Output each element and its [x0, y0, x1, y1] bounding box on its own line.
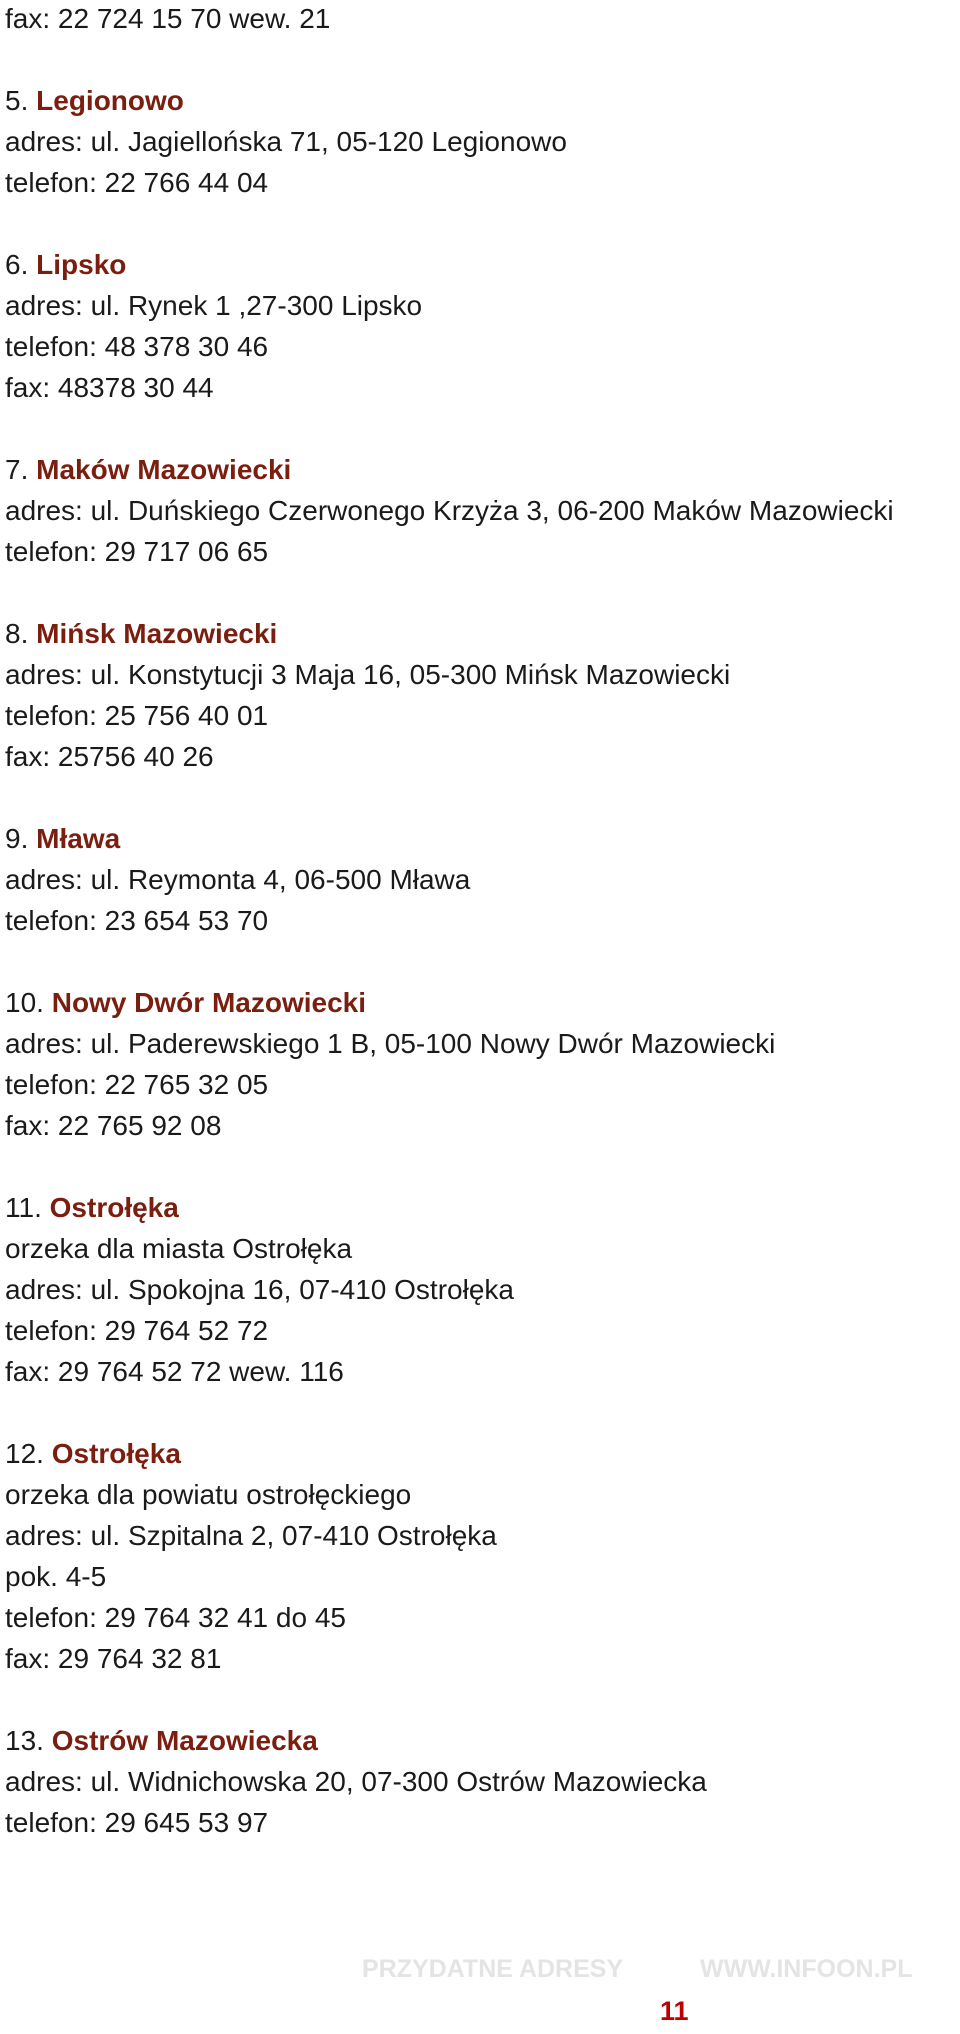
entry-detail-line: adres: ul. Reymonta 4, 06-500 Mława: [5, 864, 471, 895]
document-body: [5, 0, 960, 1843]
entry-detail-line: adres: ul. Spokojna 16, 07-410 Ostrołęka: [5, 1274, 514, 1305]
entry-detail-line: telefon: 25 756 40 01: [5, 700, 269, 731]
entry-number: 8.: [5, 618, 29, 649]
address-entry: [5, 982, 960, 1146]
entry-title: [5, 244, 960, 285]
entry-detail-line: adres: ul. Widnichowska 20, 07-300 Ostrów Mazowiecka: [5, 1766, 707, 1797]
entry-detail-line: telefon: 29 764 32 41 do 45: [5, 1602, 346, 1633]
entry-name: Legionowo: [36, 85, 184, 116]
entry-number: 13.: [5, 1725, 44, 1756]
entry-detail-line: orzeka dla miasta Ostrołęka: [5, 1233, 353, 1264]
entry-detail-line: telefon: 29 717 06 65: [5, 536, 269, 567]
entry-detail-line: fax: 25756 40 26: [5, 741, 214, 772]
entry-name: Ostrołęka: [49, 1192, 179, 1223]
entry-name: Nowy Dwór Mazowiecki: [51, 987, 367, 1018]
entry-number: 5.: [5, 85, 29, 116]
entry-title: [5, 1720, 960, 1761]
entry-detail-line: orzeka dla powiatu ostrołęckiego: [5, 1479, 412, 1510]
entry-number: 7.: [5, 454, 29, 485]
entry-detail-line: telefon: 22 765 32 05: [5, 1069, 269, 1100]
entry-detail-line: pok. 4-5: [5, 1561, 107, 1592]
address-entry: [5, 818, 960, 941]
address-entry: [5, 613, 960, 777]
entry-title: [5, 449, 960, 490]
entry-number: 10.: [5, 987, 44, 1018]
entry-title: [5, 80, 960, 121]
entry-number: 6.: [5, 249, 29, 280]
entry-detail-line: telefon: 23 654 53 70: [5, 905, 269, 936]
entry-detail-line: telefon: 48 378 30 46: [5, 331, 269, 362]
entry-detail-line: fax: 29 764 52 72 wew. 116: [5, 1356, 344, 1387]
entry-name: Mława: [36, 823, 121, 854]
entry-name: Ostrołęka: [51, 1438, 181, 1469]
entry-number: 9.: [5, 823, 29, 854]
entry-title: [5, 818, 960, 859]
entry-detail-line: adres: ul. Rynek 1 ,27-300 Lipsko: [5, 290, 423, 321]
entry-name: Maków Mazowiecki: [36, 454, 292, 485]
entry-list: [5, 80, 960, 1843]
footer-title: PRZYDATNE ADRESY: [362, 1955, 624, 1983]
entry-detail-line: telefon: 29 764 52 72: [5, 1315, 269, 1346]
entry-detail-line: adres: ul. Duńskiego Czerwonego Krzyża 3, 06-200 Maków Mazowiecki: [5, 495, 894, 526]
address-entry: [5, 449, 960, 572]
entry-name: Ostrów Mazowiecka: [51, 1725, 318, 1756]
entry-detail-line: adres: ul. Szpitalna 2, 07-410 Ostrołęka: [5, 1520, 497, 1551]
entry-title: [5, 613, 960, 654]
entry-number: 12.: [5, 1438, 44, 1469]
entry-detail-line: adres: ul. Paderewskiego 1 B, 05-100 Nowy Dwór Mazowiecki: [5, 1028, 776, 1059]
entry-number: 11.: [5, 1192, 42, 1223]
entry-name: Mińsk Mazowiecki: [36, 618, 278, 649]
address-entry: [5, 1720, 960, 1843]
address-entry: [5, 1433, 960, 1679]
entry-detail-line: fax: 22 765 92 08: [5, 1110, 222, 1141]
entry-title: [5, 1433, 960, 1474]
address-entry: [5, 80, 960, 203]
entry-detail-line: fax: 48378 30 44: [5, 372, 214, 403]
entry-detail-line: fax: 29 764 32 81: [5, 1643, 222, 1674]
address-entry: [5, 1187, 960, 1392]
entry-detail-line: telefon: 22 766 44 04: [5, 167, 269, 198]
page-number: 11: [660, 1996, 689, 2026]
entry-title: [5, 982, 960, 1023]
entry-name: Lipsko: [36, 249, 127, 280]
entry-detail-line: adres: ul. Jagiellońska 71, 05-120 Legionowo: [5, 126, 567, 157]
entry-title: [5, 1187, 960, 1228]
entry-detail-line: adres: ul. Konstytucji 3 Maja 16, 05-300 Mińsk Mazowiecki: [5, 659, 731, 690]
footer-website: WWW.INFOON.PL: [700, 1955, 913, 1983]
entry-detail-line: telefon: 29 645 53 97: [5, 1807, 269, 1838]
address-entry: [5, 244, 960, 408]
lead-fax-line: fax: 22 724 15 70 wew. 21: [5, 3, 331, 34]
